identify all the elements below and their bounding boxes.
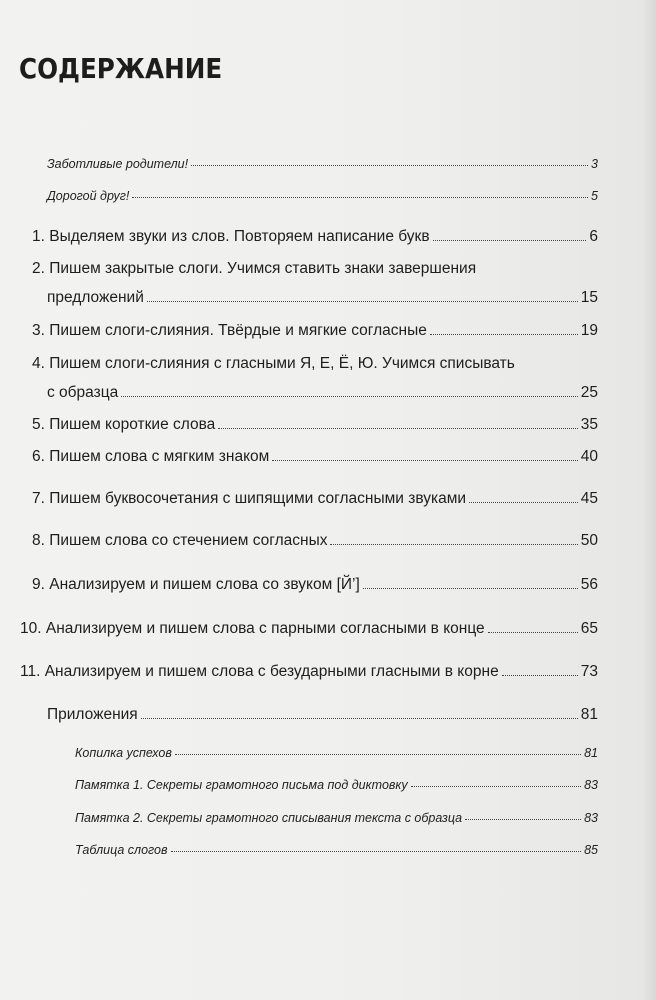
- leader-dots: [330, 543, 577, 545]
- toc-page-number: 81: [584, 746, 598, 760]
- toc-row-intro-1[interactable]: [47, 157, 598, 171]
- toc-row-chapter-3[interactable]: [32, 322, 598, 340]
- toc-chapter-2-line1: 2. Пишем закрытые слоги. Учимся ставить знаки завершения: [32, 260, 477, 277]
- toc-page-number: 45: [580, 490, 598, 507]
- leader-dots: [430, 333, 578, 335]
- toc-label: Памятка 1. Секреты грамотного письма под диктовку: [75, 778, 408, 792]
- toc-label: с образца: [47, 384, 119, 401]
- toc-page-number: 81: [580, 706, 598, 723]
- leader-dots: [411, 785, 582, 787]
- toc-row-chapter-2[interactable]: [47, 289, 598, 307]
- leader-dots: [465, 818, 581, 820]
- toc-label: 8. Пишем слова со стечением согласных: [32, 532, 328, 549]
- toc-page-number: 35: [580, 416, 598, 433]
- leader-dots: [171, 850, 582, 852]
- leader-dots: [363, 587, 578, 589]
- toc-row-chapter-10[interactable]: [20, 620, 598, 638]
- leader-dots: [502, 674, 578, 676]
- toc-label: Памятка 2. Секреты грамотного списывания текста с образца: [75, 811, 463, 825]
- toc-page-number: 65: [580, 620, 598, 637]
- toc-row-appendix-4[interactable]: [75, 843, 598, 857]
- toc-page-number: 83: [584, 811, 598, 825]
- leader-dots: [488, 631, 578, 633]
- toc-row-chapter-9[interactable]: [32, 576, 598, 594]
- toc-label: 5. Пишем короткие слова: [32, 416, 216, 433]
- toc-row-chapter-1[interactable]: [32, 228, 598, 246]
- toc-page-number: 50: [580, 532, 598, 549]
- leader-dots: [433, 239, 587, 241]
- toc-row-chapter-6[interactable]: [32, 448, 598, 466]
- toc-page-number: 19: [580, 322, 598, 339]
- toc-row-chapter-4[interactable]: [47, 384, 598, 402]
- toc-label: предложений: [47, 289, 144, 306]
- toc-page-number: 56: [580, 576, 598, 593]
- page-title: СОДЕРЖАНИЕ: [19, 52, 223, 85]
- toc-label: Заботливые родители!: [47, 157, 189, 171]
- toc-page-number: 83: [584, 778, 598, 792]
- toc-chapter-4-line1: 4. Пишем слоги-слияния с гласными Я, Е, Ё, Ю. Учимся списывать: [32, 355, 515, 372]
- toc-page-number: 73: [580, 663, 598, 680]
- toc-label: 7. Пишем буквосочетания с шипящими согласными звуками: [32, 490, 467, 507]
- leader-dots: [191, 164, 588, 166]
- leader-dots: [175, 753, 581, 755]
- leader-dots: [147, 300, 578, 302]
- toc-page-number: 15: [580, 289, 598, 306]
- toc-row-chapter-7[interactable]: [32, 490, 598, 508]
- toc-label: 9. Анализируем и пишем слова со звуком [Й’]: [32, 576, 360, 593]
- toc-label: 3. Пишем слоги-слияния. Твёрдые и мягкие согласные: [32, 322, 427, 339]
- toc-page-number: 6: [589, 228, 598, 245]
- toc-row-intro-2[interactable]: [47, 189, 598, 203]
- toc-row-chapter-5[interactable]: [32, 416, 598, 434]
- toc-page-number: 85: [584, 843, 598, 857]
- leader-dots: [218, 427, 577, 429]
- page-edge-shadow: [642, 0, 656, 1000]
- toc-page-number: 5: [591, 189, 598, 203]
- toc-row-appendix-1[interactable]: [75, 746, 598, 760]
- toc-label: 11. Анализируем и пишем слова с безударными гласными в корне: [20, 663, 499, 680]
- toc-row-appendix-3[interactable]: [75, 811, 598, 825]
- toc-label: Копилка успехов: [75, 746, 172, 760]
- toc-page-number: 3: [591, 157, 598, 171]
- toc-label: Таблица слогов: [75, 843, 168, 857]
- leader-dots: [272, 459, 577, 461]
- toc-label: 6. Пишем слова с мягким знаком: [32, 448, 270, 465]
- leader-dots: [141, 717, 578, 719]
- leader-dots: [121, 395, 578, 397]
- toc-row-chapter-8[interactable]: [32, 532, 598, 550]
- toc-label: Дорогой друг!: [47, 189, 130, 203]
- toc-label: 1. Выделяем звуки из слов. Повторяем написание букв: [32, 228, 430, 245]
- toc-row-appendix[interactable]: [47, 706, 598, 724]
- leader-dots: [132, 196, 588, 198]
- toc-row-appendix-2[interactable]: [75, 778, 598, 792]
- toc-label: Приложения: [47, 706, 138, 723]
- toc-label: 10. Анализируем и пишем слова с парными согласными в конце: [20, 620, 485, 637]
- toc-page-number: 25: [580, 384, 598, 401]
- toc-page-number: 40: [580, 448, 598, 465]
- leader-dots: [469, 501, 578, 503]
- toc-row-chapter-11[interactable]: [20, 663, 598, 681]
